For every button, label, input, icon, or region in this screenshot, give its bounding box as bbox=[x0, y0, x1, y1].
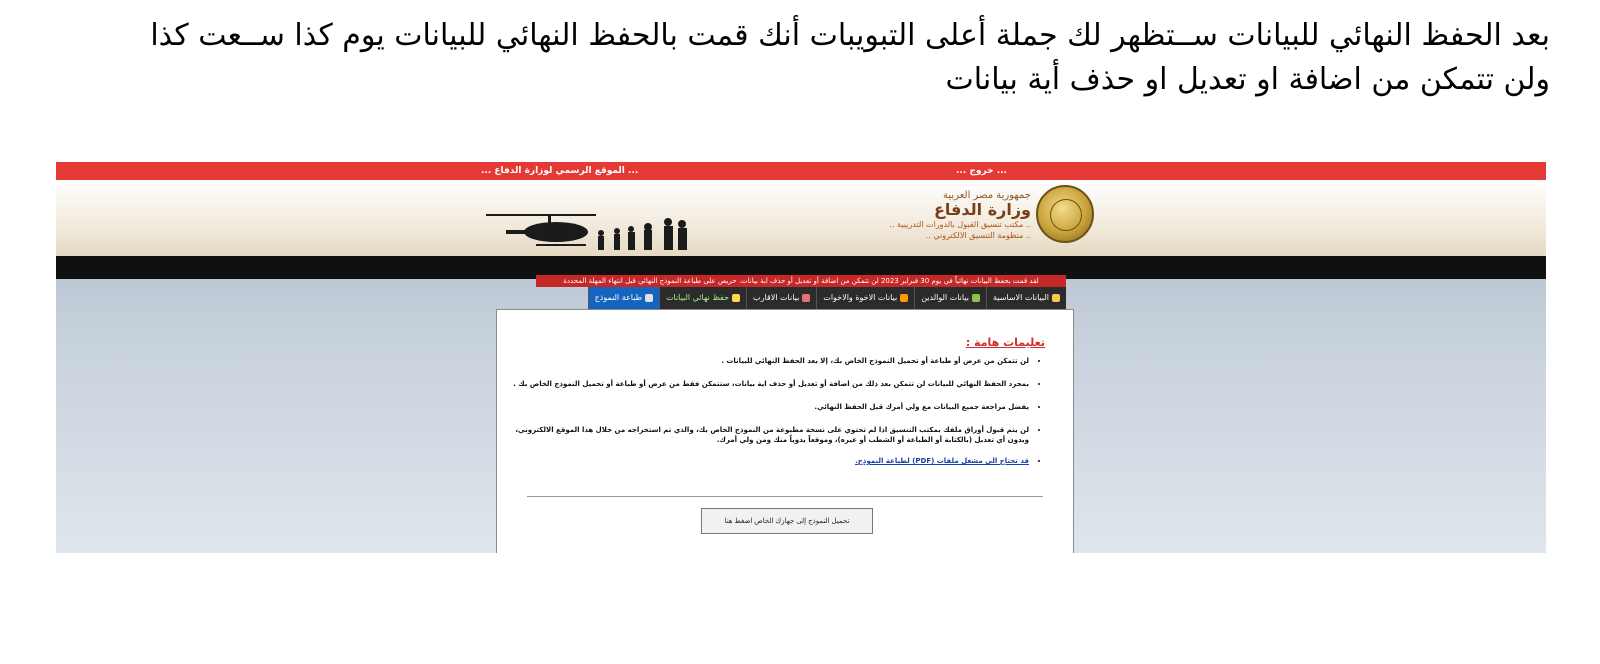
tab-label: طباعة النموذج bbox=[594, 293, 642, 302]
final-save-alert: لقد قمت بحفظ البيانات نهائياً في يوم 30 فبراير 2023 لن تتمكن من اضافة أو تعديل أو حذف اية بيانات. حريص على طباعة النموذج النهائي قبل انتهاء المهلة المحددة bbox=[536, 275, 1066, 287]
official-site-link[interactable]: ... الموقع الرسمي لوزارة الدفاع ... bbox=[481, 166, 639, 176]
tab-final-save[interactable] bbox=[659, 287, 746, 309]
instruction-item: • لن يتم قبول أوراق ملفك بمكتب التنسيق اذا لم تحتوي على نسخة مطبوعة من النموذج الخاص بك، والذي تم استخراجه من خلال هذا الموقع الالكتروني، وبدون أي تعديل (بالكتابة أو الطباعة أو الشطب أو غيره)، وموقعاً يدوياً منك ومن ولي أمرك. bbox=[509, 425, 1029, 445]
tab-label: بيانات الوالدين bbox=[921, 293, 969, 302]
siblings-icon bbox=[900, 294, 908, 302]
tab-bar bbox=[516, 287, 1066, 309]
soldiers-helicopter-icon bbox=[486, 202, 746, 252]
instructions-title: تعليمات هامة : bbox=[965, 336, 1045, 349]
printer-icon bbox=[645, 294, 653, 302]
instruction-item: • بمجرد الحفظ النهائي للبيانات لن تتمكن بعد ذلك من اضافة أو تعديل أو حذف اية بيانات، ستتمكن فقط من عرض أو طباعة أو تحميل النموذج الخاص بك . bbox=[509, 379, 1029, 389]
country-name: جمهورية مصر العربية bbox=[943, 190, 1031, 201]
caption-line-2: ولن تتمكن من اضافة او تعديل او حذف أية بيانات bbox=[945, 62, 1550, 97]
tab-label: البيانات الاساسية bbox=[993, 293, 1049, 302]
site-header bbox=[56, 180, 1546, 256]
ministry-name: وزارة الدفاع bbox=[933, 200, 1031, 219]
instruction-item: • لن تتمكن من عرض أو طباعة أو تحميل النموذج الخاص بك، إلا بعد الحفظ النهائي للبيانات . bbox=[509, 356, 1029, 366]
instructions-list bbox=[509, 356, 1043, 479]
header-titles bbox=[786, 190, 1031, 241]
tab-siblings[interactable] bbox=[816, 287, 914, 309]
instruction-item bbox=[509, 456, 1029, 466]
instruction-item: • يفضل مراجعة جميع البيانات مع ولي أمرك قبل الحفظ النهائي. bbox=[509, 402, 1029, 412]
tab-label: بيانات الاقارب bbox=[753, 293, 800, 302]
logout-link[interactable]: ... خروج ... bbox=[956, 166, 1007, 176]
tab-label: بيانات الاخوة والاخوات bbox=[823, 293, 898, 302]
instruction-caption bbox=[40, 14, 1550, 102]
divider bbox=[527, 496, 1043, 497]
person-icon bbox=[1052, 294, 1060, 302]
tab-print-form[interactable] bbox=[588, 287, 659, 309]
system-name: .. منظومة التنسيق الالكتروني .. bbox=[925, 231, 1031, 240]
site-screenshot bbox=[56, 162, 1546, 553]
pdf-reader-link[interactable]: قد تحتاج الى مشغل ملفات (PDF) لطباعة النموذج. bbox=[855, 457, 1029, 465]
office-name: .. مكتب تنسيق القبول بالدورات التدريبية .. bbox=[889, 220, 1031, 229]
folder-icon bbox=[732, 294, 740, 302]
print-form-panel bbox=[496, 309, 1074, 553]
tab-parents[interactable] bbox=[914, 287, 986, 309]
download-form-button[interactable]: تحميل النموذج إلى جهازك الخاص اضغط هنا bbox=[701, 508, 873, 534]
top-red-bar bbox=[56, 162, 1546, 180]
parents-icon bbox=[972, 294, 980, 302]
tab-basic-data[interactable] bbox=[986, 287, 1066, 309]
tab-relatives[interactable] bbox=[746, 287, 816, 309]
relatives-icon bbox=[802, 294, 810, 302]
tab-label: حفظ نهائي البيانات bbox=[665, 293, 730, 302]
caption-line-1: بعد الحفظ النهائي للبيانات ســتظهر لك جملة أعلى التبويبات أنك قمت بالحفظ النهائي للبيانات يوم كذا ســعت كذا bbox=[150, 18, 1550, 53]
ministry-seal-icon bbox=[1036, 185, 1094, 243]
